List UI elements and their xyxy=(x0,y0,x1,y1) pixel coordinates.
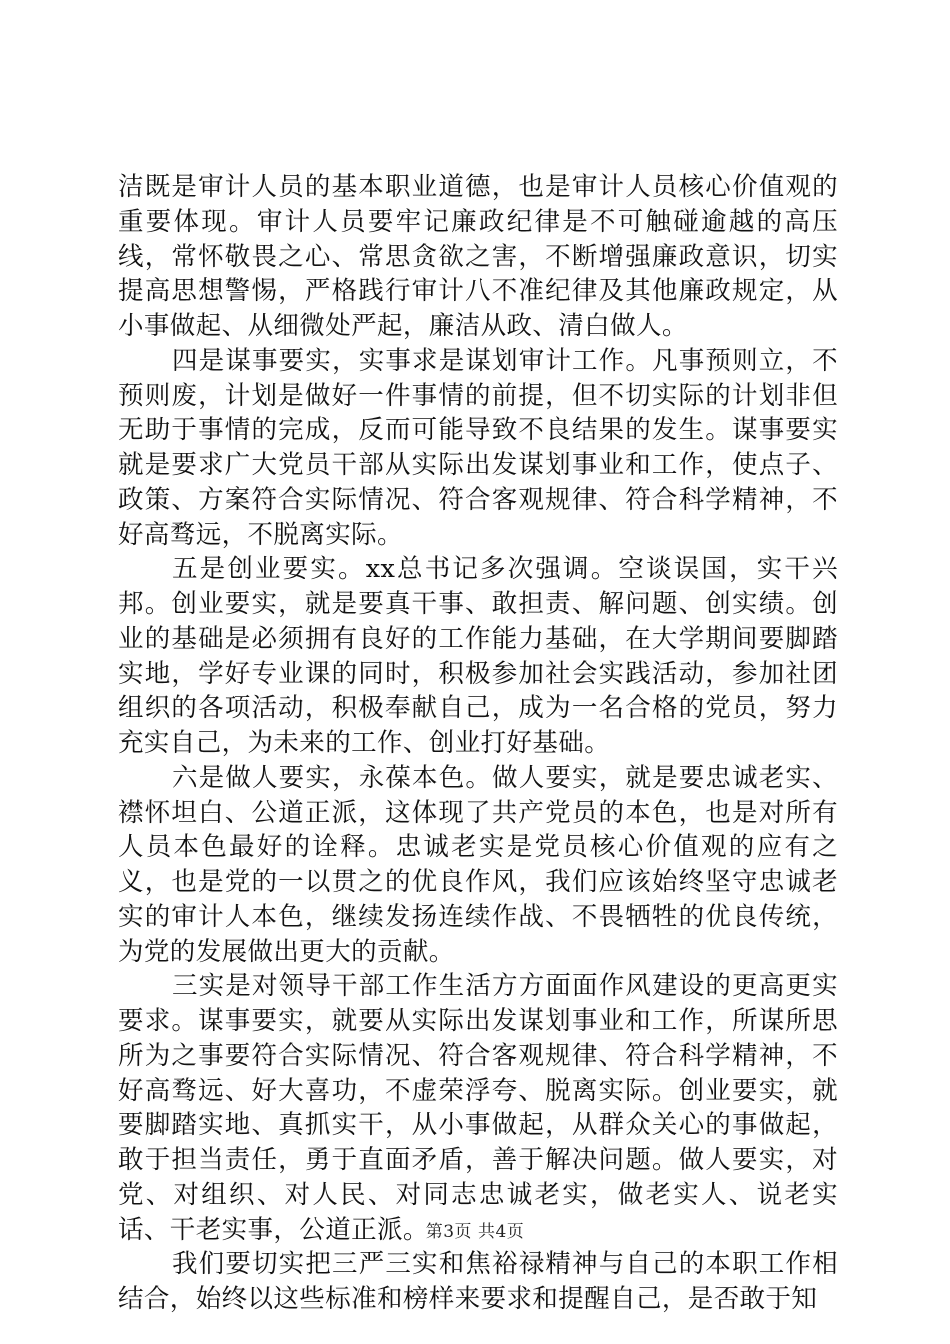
page-footer: 第3页 共4页 xyxy=(425,1222,525,1242)
paragraph-conclusion: 我们要切实把三严三实和焦裕禄精神与自己的本职工作相结合，始终以这些标准和榜样来要求和提醒自己，是否敢于知 xyxy=(118,1249,838,1314)
paragraph-integrity: 洁既是审计人员的基本职业道德，也是审计人员核心价值观的重要体现。审计人员要牢记廉政纪律是不可触碰逾越的高压线，常怀敬畏之心、常思贪欲之害，不断增强廉政意识，切实提高思想警惕，严格践行审计八不准纪律及其他廉政规定，从小事做起、从细微处严起，廉洁从政、清白做人。 xyxy=(118,172,838,341)
paragraph-be-honest: 六是做人要实，永葆本色。做人要实，就是要忠诚老实、襟怀坦白、公道正派，这体现了共产党员的本色，也是对所有人员本色最好的诠释。忠诚老实是党员核心价值观的应有之义，也是党的一以贯之的优良作风，我们应该始终坚守忠诚老实的审计人本色，继续发扬连续作战、不畏牺牲的优良传统，为党的发展做出更大的贡献。 xyxy=(118,762,838,967)
paragraph-plan-realistically: 四是谋事要实，实事求是谋划审计工作。凡事预则立，不预则废，计划是做好一件事情的前提，但不切实际的计划非但无助于事情的完成，反而可能导致不良结果的发生。谋事要实就是要求广大党员干部从实际出发谋划事业和工作，使点子、政策、方案符合实际情况、符合客观规律、符合科学精神，不好高骛远，不脱离实际。 xyxy=(118,345,838,550)
document-body xyxy=(118,170,838,1317)
paragraph-entrepreneurship: 五是创业要实。xx总书记多次强调。空谈误国，实干兴邦。创业要实，就是要真干事、敢担责、解问题、创实绩。创业的基础是必须拥有良好的工作能力基础，在大学期间要脚踏实地，学好专业课的同时，积极参加社会实践活动，参加社团组织的各项活动，积极奉献自己，成为一名合格的党员，努力充实自己，为未来的工作、创业打好基础。 xyxy=(118,554,838,758)
paragraph-three-realities: 三实是对领导干部工作生活方方面面作风建设的更高更实要求。谋事要实，就要从实际出发谋划事业和工作，所谋所思所为之事要符合实际情况、符合客观规律、符合科学精神，不好高骛远、好大喜功，不虚荣浮夸、脱离实际。创业要实，就要脚踏实地、真抓实干，从小事做起，从群众关心的事做起，敢于担当责任，勇于直面矛盾，善于解决问题。做人要实，对党、对组织、对人民、对同志忠诚老实，做老实人、说老实话、干老实事，公道正派。 xyxy=(118,971,838,1245)
